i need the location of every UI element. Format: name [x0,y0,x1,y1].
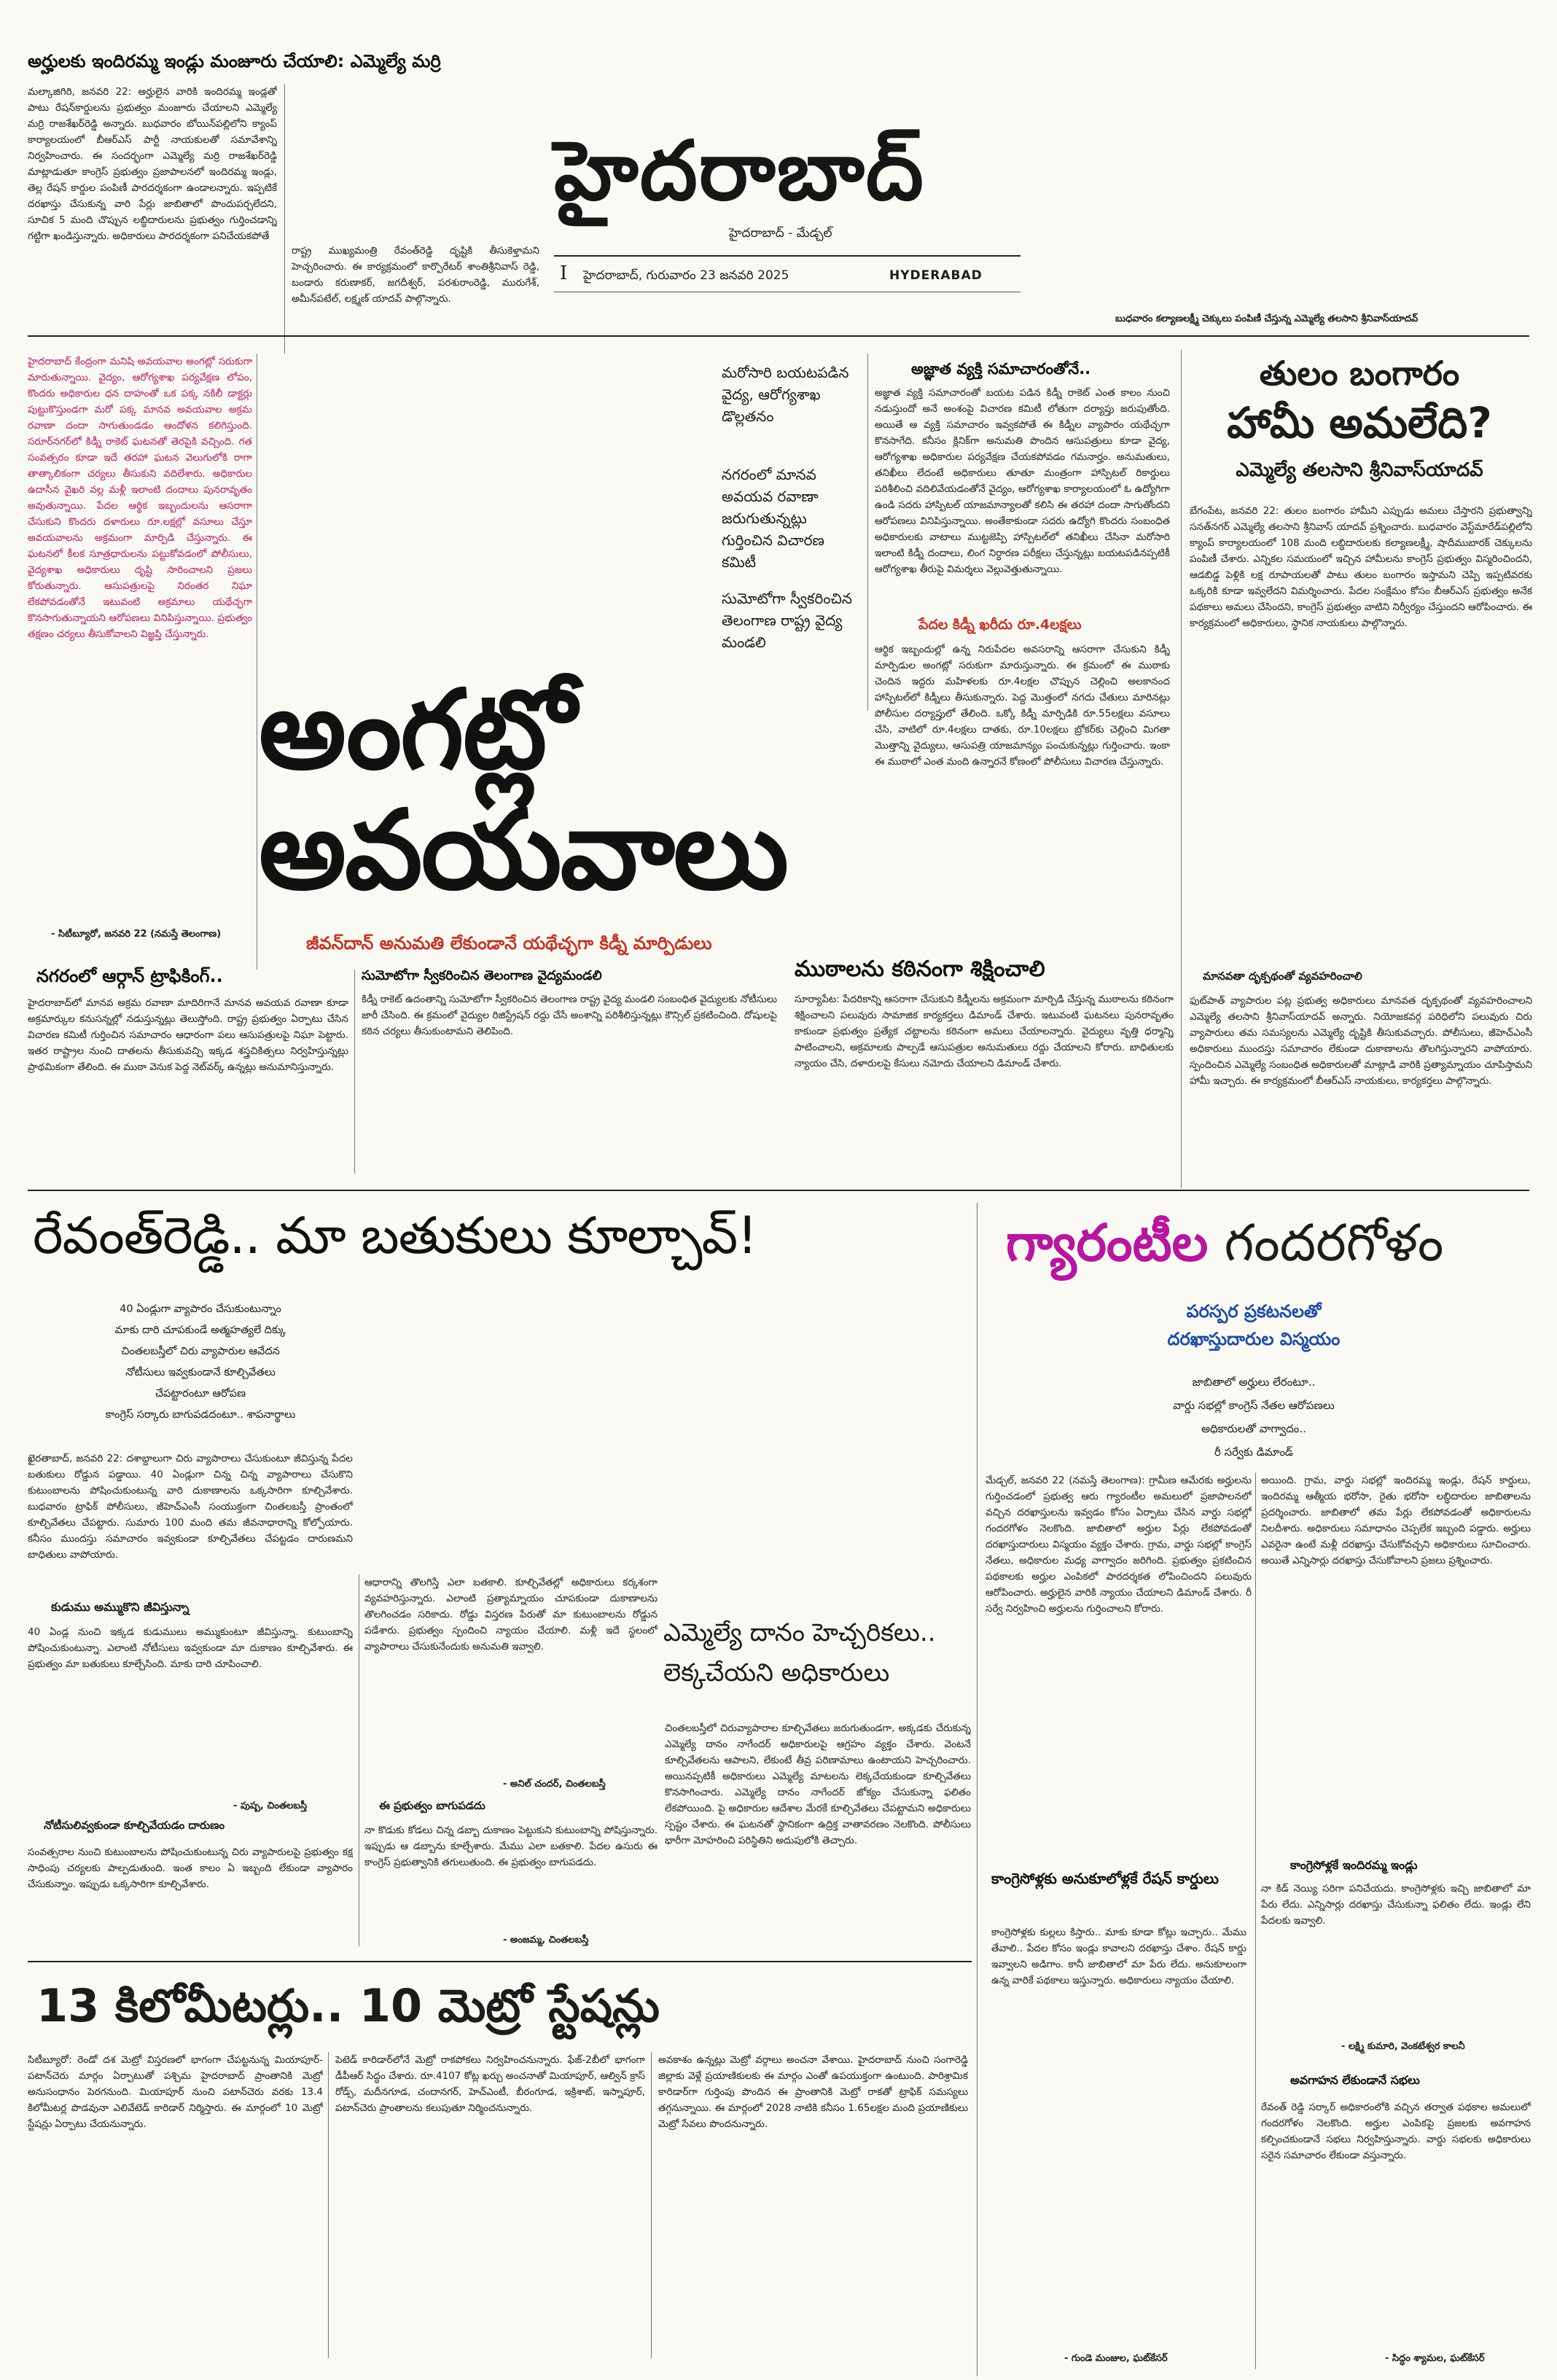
revanth-bullets [29,1299,372,1426]
housing-box-head: కాంగ్రెసోళ్లకే ఇందిరమ్మ ఇండ్లు [1290,1858,1418,1872]
guarantees-bullet-3: అధికారులతో వాగ్వాదం.. [1201,1422,1306,1435]
organ-bullet-1: మరోసారి బయటపడిన వైద్య, ఆరోగ్యశాఖ డొల్లతనం [722,364,849,425]
photo-caption: బుధవారం కల్యాణలక్ష్మీ చెక్కులు పంపిణీ చేస్తున్న ఎమ్మెల్యే తలసాని శ్రీనివాస్‌యాదవ్ [1115,313,1419,324]
organ-bullet-2: నగరంలో మానవ అవయవ రవాణా జరుగుతున్నట్లు గుర్తించిన విచారణ కమిటీ [722,466,824,571]
revanth-bullet-5: చేపట్టారంటూ ఆరోపణ [155,1388,246,1400]
divider [328,2052,329,2358]
section-rule [28,335,1529,337]
revanth-bullet-6: కాంగ్రెస్ సర్కారు బాగుపడదంటూ.. శాపనార్థాలు [105,1409,296,1421]
ration-box-byline: - గుండె మంజుల, ఘట్‌కేసర్ [1064,2353,1168,2364]
revanth-bullet-4: నోటీసులు ఇవ్వకుండానే కూల్చివేతలు [125,1367,276,1378]
guarantees-subhead-2: దరఖాస్తుదారుల విస్మయం [1167,1329,1341,1349]
masthead-title: హైదరాబాద్ [554,123,925,219]
gold-subhead: ఎమ్మెల్యే తలసాని శ్రీనివాస్‌యాదవ్ [1236,459,1483,481]
revanth-body-1: ఖైరతాబాద్, జనవరి 22: దశాబ్దాలుగా చిరు వ్యాపారాలు చేసుకుంటూ జీవిస్తున్న పేదల బతుకులు రోడ్డున పడ్డాయి. 40 ఏండ్లుగా చిన్న చిన్న వ్యాపారాలు చేసుకొని కుటుంబాలను పోషించుకుంటున్న వారి దుకాణాలను ఒక్కసారిగా కూల్చివేశారు. బుధవారం ట్రాఫిక్ పోలీసులు, జీహెచ్ఎంసీ సంయుక్తంగా చింతలబస్తీ ప్రాంతంలో కూల్చివేతలు చేపట్టారు. సుమారు 100 మంది తమ జీవనాధారాన్ని కోల్పోయారు. కనీసం ముందస్తు సమాచారం ఇవ్వకుండా కూల్చివేతలు చేపట్టడం దారుణమని బాధితులు వాపోయారు. [28,1453,353,1561]
guarantees-headline [1006,1210,1531,1276]
guarantees-bullets [991,1370,1516,1464]
revanth-bullet-1: 40 ఏండ్లుగా వ్యాపారం చేసుకుంటున్నాం [120,1303,281,1315]
organ-headline-2: అవయవాలు [259,787,788,914]
guarantees-headline-rest: గందరగోళం [1224,1213,1444,1273]
guarantees-body-2: అయింది. గ్రామ, వార్డు సభల్లో ఇందిరమ్మ ఇండ్లు, రేషన్ కార్డులు, ఇందిరమ్మ ఆత్మీయ భరోసా, రైతు భరోసా లబ్ధిదారుల జాబితాలను ప్రదర్శించారు. జాబితాలో తమ పేర్లు లేకపోవడంతో అధికారులను నిలదీశారు. అధికారులు సమాధానం చెప్పలేక ఇబ్బంది పడ్డారు. అర్హులు ఎవరైనా ఉంటే మళ్లీ దరఖాస్తు చేసుకోవచ్చని అధికారులు సూచించారు. అయితే ఎన్నిసార్లు దరఖాస్తు చేసుకోవాలని ప్రజలు ప్రశ్నించారు. [1261,1475,1531,1566]
top-left-body: మల్కాజిగిరి, జనవరి 22: అర్హులైన వారికి ఇందిరమ్మ ఇండ్లతో పాటు రేషన్‌కార్డులను ప్రభుత్వం మంజూరు చేయాలని ఎమ్మెల్యే మర్రి రాజశేఖర్‌రెడ్డి అన్నారు. బుధవారం బోయిన్‌పల్లిలోని క్యాంప్ కార్యాలయంలో బీఆర్‌ఎస్ పార్టీ నాయకులతో సమావేశాన్ని నిర్వహించారు. ఈ సందర్భంగా ఎమ్మెల్యే మర్రి రాజశేఖర్‌రెడ్డి మాట్లాడుతూ కాంగ్రెస్ ప్రభుత్వం ప్రజాపాలనలో ఇందిరమ్మ ఇండ్లు, తెల్ల రేషన్ కార్డుల పంపిణీ పారదర్శకంగా ఉండాలన్నారు. ఇప్పటికే దరఖాస్తు చేసుకున్న వారి పేర్లు జాబితాలో పొందుపర్చలేదని, సూచిక 5 మంది చొప్పున లబ్ధిదారులను ప్రభుత్వం గుర్తించడాన్ని గట్టిగా ఖండిస్తున్నారు. అధికారులు పారదర్శకంగా పనిచేయకపోతే [28,86,277,242]
revanth-body-1c: సంవత్సరాల నుంచి కుటుంబాలను పోషించుకుంటున్న చిరు వ్యాపారులపై ప్రభుత్వం కక్ష సాధింపు చర్యలకు పాల్పడుతుంది. ఇంత కాలం ఏ ఇబ్బంది లేకుండా వ్యాపారం చేసుకున్నాం. ఇప్పుడు ఒక్కసారిగా కూల్చివేశారు. [28,1846,353,1890]
organ-bottom-mid-head: సుమోటోగా స్వీకరించిన తెలంగాణ వైద్యమండలి [362,968,602,983]
masthead-date: హైదరాబాద్, గురువారం 23 జనవరి 2025 [583,268,789,283]
gold-body-2: ఫుట్‌పాత్ వ్యాపారుల పట్ల ప్రభుత్వ అధికారులు మానవత దృక్పథంతో వ్యవహరించాలని ఎమ్మెల్యే తలసాని శ్రీనివాస్‌యాదవ్ అన్నారు. నియోజకవర్గ పరిధిలోని పలువురు చిరు వ్యాపారులు తమ సమస్యలను ఎమ్మెల్యే దృష్టికి తీసుకువచ్చారు. పోలీసులు, జీహెచ్ఎంసీ అధికారులు ముందస్తు సమాచారం లేకుండా దుకాణాలను తొలగిస్తున్నారని వాపోయారు. స్పందించిన ఎమ్మెల్యే సంబంధిత అధికారులతో మాట్లాడి వారికి ప్రత్యామ్నాయం చూపిస్తామని హామీ ఇచ్చారు. ఈ కార్యక్రమంలో బీఆర్‌ఎస్ నాయకులు, కార్యకర్తలు పాల్గొన్నారు. [1190,995,1532,1087]
metro-body-1: సిటీబ్యూరో: రెండో దశ మెట్రో విస్తరణలో భాగంగా చేపట్టనున్న మియాపూర్-పటాన్‌చెరు మార్గం ఏర్పాటుతో పశ్చిమ హైదరాబాద్ ప్రాంతానికి మెట్రో అనుసంధానం పెరగనుంది. మియాపూర్ నుంచి పటాన్‌చెరు వరకు 13.4 కిలోమీటర్ల పొడవునా ఎలివేటెడ్ కారిడార్ నిర్మిస్తారు. ఈ మార్గంలో 10 మెట్రో స్టేషన్లు ఏర్పాటు చేయనున్నారు. [28,2054,323,2130]
revanth-body-2b: నా కొడుకు కోడలు చిన్న డబ్బా దుకాణం పెట్టుకుని కుటుంబాన్ని పోషిస్తున్నారు. ఇప్పుడు ఆ డబ్బాను కూల్చేశారు. మేము ఎలా బతకాలి. పేదల ఉసురు ఈ కాంగ్రెస్ ప్రభుత్వానికి తగులుతుంది. ఈ ప్రభుత్వం బాగుపడదు. [364,1825,657,1868]
revanth-body-2: ఆధారాన్ని తొలగిస్తే ఎలా బతకాలి. కూల్చివేతల్లో అధికారులు కర్కశంగా వ్యవహరిస్తున్నారు. ఎలాంటి ప్రత్యామ్నాయం చూపకుండా దుకాణాలను తొలగించడం సరికాదు. రోడ్డు విస్తరణ పేరుతో మా కుటుంబాలను రోడ్డున పడేశారు. ప్రభుత్వం స్పందించి న్యాయం చేయాలి. మళ్లీ ఇదే స్థలంలో వ్యాపారాలు చేసుకునేందుకు అనుమతి ఇవ్వాలి. [364,1577,657,1653]
revanth-subhead-2: నోటీసులివ్వకుండా కూల్చివేయడం దారుణం [44,1819,225,1832]
ration-box-head: కాంగ్రెసోళ్లకు అనుకూలోళ్లకే రేషన్ కార్డులు [991,1870,1219,1887]
organ-right-head: ముఠాలను కఠినంగా శిక్షించాలి [795,956,1045,982]
gold-subhead-2: మానవతా దృక్పథంతో వ్యవహరించాలి [1203,969,1362,983]
divider [1181,350,1182,1188]
page-number: I [560,262,568,284]
danam-body: చింతలబస్తీలో చిరువ్యాపారాల కూల్చివేతలు జరుగుతుండగా, అక్కడకు చేరుకున్న ఎమ్మెల్యే దానం నాగేందర్ అధికారులపై ఆగ్రహం వ్యక్తం చేశారు. వెంటనే కూల్చివేతలను ఆపాలని, లేకుంటే తీవ్ర పరిణామాలు ఉంటాయని హెచ్చరించారు. అయినప్పటికీ అధికారులు ఎమ్మెల్యే మాటలను లెక్కచేయకుండా కూల్చివేతలు కొనసాగించారు. ఎమ్మెల్యే దానం నాగేందర్ జోక్యం చేసుకున్నా ఫలితం లేకపోయింది. పై అధికారుల ఆదేశాల మేరకే కూల్చివేతలు చేపట్టామని అధికారులు స్పష్టం చేశారు. ఈ ఘటనతో స్థానికంగా ఉద్రిక్త వాతావరణం నెలకొంది. పోలీసులు భారీగా మోహరించి పరిస్థితిని అదుపులోకి తెచ్చారు. [665,1722,971,1846]
guarantees-body-1: మేడ్చల్, జనవరి 22 (నమస్తే తెలంగాణ): గ్రామీణ ఆమేరకు అర్హులను గుర్తించడంలో ప్రభుత్వ ఆరు గ్యారంటీల అమలులో ప్రజాపాలనలో వచ్చిన దరఖాస్తులను ఇవ్వడం కోసం ఏర్పాటు చేసిన వార్డు సభల్లో గందరగోళం నెలకొంది. జాబితాలో అర్హుల పేర్లు లేకపోవడంతో దరఖాస్తుదారులు విస్మయం వ్యక్తం చేశారు. గ్రామ, వార్డు సభల్లో కాంగ్రెస్ నేతలు, అధికారుల మధ్య వాగ్వాదం జరిగింది. ప్రభుత్వం ప్రకటించిన పథకాలకు అర్హుల ఎంపికలో పారదర్శకత లోపించిందని పలువురు ఆరోపించారు. అర్హులైన వారికి న్యాయం చేయాలని డిమాండ్ చేశారు. రీ సర్వే నిర్వహించి అర్హులను గుర్తించాలని కోరారు. [986,1475,1252,1615]
organ-mid-body: అజ్ఞాత వ్యక్తి సమాచారంతో బయట పడిన కిడ్నీ రాకెట్ ఎంత కాలం నుంచి నడుస్తుందో అనే అంశంపై విచారణ కమిటీ లోతుగా దర్యాప్తు జరుపుతోంది. అయితే ఆ వ్యక్తి సమాచారం ఇవ్వకపోతే ఈ కిడ్నీల వ్యాపారం యథేచ్ఛగా కొనసాగేది. కనీసం క్లినిక్‌గా అనుమతి పొందిన ఆసుపత్రులు కూడా వైద్య, ఆరోగ్యశాఖ అధికారుల పర్యవేక్షణ చేయకపోవడం గమనార్హం. అనుమతులు, తనిఖీలు లేదంటే అధికారులు తూతూ మంత్రంగా హాస్పిటల్ రికార్డులు పరిశీలించి వదిలివేయడంతోనే వైద్యం, ఆరోగ్యశాఖ కార్యాలయంలో ఓ ఉద్యోగిగా ఉండి సదరు హాస్పిటల్ యాజమాన్యాలతో కలిసి ఈ తరహా దందా సాగుతోందని ఆరోపణలు వినిపిస్తున్నాయి. అంతేకాకుండా సదరు ఉద్యోగి కొందరు సంబంధిత అధికారులకు వాటాలు ముట్టజెప్పి హాస్పిటల్‌లో తనిఖీలు చేసినా మరోసారి ఇలాంటి కిడ్నీ దందాలు, లింగ నిర్ధారణ పరీక్షలు చేస్తున్నట్లు బయటపడినప్పటికీ ఆరోగ్యశాఖ తీరుపై విమర్శలు వెల్లువెత్తుతున్నాయి. [875,387,1170,575]
masthead-rule [554,255,1021,257]
revanth-subhead-1: కుడుము అమ్ముకొని జీవిస్తున్నా [51,1600,190,1614]
organ-deck: జీవన్‌దాన్ అనుమతి లేకుండానే యథేచ్ఛగా కిడ్నీ మార్పిడులు [306,933,712,953]
housing-box-body: నా కిడ్ నెయ్యి సరిగా పనిచేయదు. కాంగ్రెసోళ్లకు ఇచ్చి జాబితాలో మా పేరు లేదు. ఎన్నిసార్లు దరఖాస్తు చేసుకున్నా ఫలితం లేదు. ఇండ్లు లేని పేదలకు ఇవ్వాలి. [1261,1883,1531,1927]
guarantees-subhead-1: పరస్పర ప్రకటనలతో [1186,1301,1322,1322]
gold-headline-1: తులం బంగారం [1259,354,1460,393]
top-left-headline: అర్హులకు ఇందిరమ్మ ఇండ్లు మంజూరు చేయాలి: ఎమ్మెల్యే మర్రి [28,51,441,71]
revanth-byline-1: - పుష్ప, చింతలబస్తీ [233,1800,308,1811]
organ-headline-1: అంగట్లో [259,667,575,794]
revanth-byline-3: - అంజమ్మ, చింతలబస్తీ [503,1935,589,1946]
danam-headline-1: ఎమ్మెల్యే దానం హెచ్చరికలు.. [663,1618,936,1647]
organ-bullet-3: సుమోటోగా స్వీకరించిన తెలంగాణ రాష్ట్ర వైద్య మండలి [722,590,852,651]
divider [284,84,285,354]
revanth-subhead-3: ఈ ప్రభుత్వం బాగుపడదు [379,1799,485,1812]
organ-left-column: హైదరాబాద్ కేంద్రంగా మనిషి అవయవాల అంగట్లో సరుకుగా మారుతున్నాయి. వైద్యం, ఆరోగ్యశాఖ పర్యవేక్షణ లోపం, కొందరు అధికారుల ధన దాహంతో ఒక పక్క నకిలీ డాక్టర్లు పుట్టుకొస్తుండగా మరో పక్క మానవ అవయవాల అక్రమ రవాణా దందా సాగుతుండడం ఆందోళన కలిగిస్తుంది. సరూర్‌నగర్‌లో కిడ్నీ రాకెట్ ఘటనతో తెరపైకి వచ్చింది. గత సంవత్సరం కూడా ఇదే తరహా ఘటన వెలుగులోకి రాగా తాత్కాలికంగా చర్యలు తీసుకుని వదిలేశారు. అధికారుల ఉదాసీన వైఖరి వల్ల మళ్లీ ఇలాంటి దందాలు పునరావృతం అవుతున్నాయి. పేదల ఆర్థిక ఇబ్బందులను ఆసరాగా చేసుకుని కొందరు దళారులు రూ.లక్షల్లో వసూలు చేస్తూ అవయవాలను అక్రమంగా మార్పిడి చేస్తున్నారు. ఈ ఘటనలో కీలక సూత్రధారులను పట్టుకోవడంలో పోలీసులు, వైద్యశాఖ అధికారులు దృష్టి సారించాలని ప్రజలు కోరుతున్నారు. ఆసుపత్రులపై నిరంతర నిఘా లేకపోవడంతోనే ఇటువంటి అక్రమాలు యథేచ్ఛగా కొనసాగుతున్నాయని ఆరోపణలు వినిపిస్తున్నాయి. ప్రభుత్వం తక్షణం చర్యలు తీసుకోవాలని విజ్ఞప్తి చేస్తున్నారు. [28,356,252,640]
ration-box-body: కాంగ్రెసోళ్లకు కుల్లలు కిస్తారు.. మాకు కూడా కోట్లు ఇచ్చారు.. మేము తేవాలి.. పేదల కోసం ఇండ్లు కావాలని దరఖాస్తు చేశాం. రేషన్ కార్డు ఇవ్వాలని అడిగాం. కానీ జాబితాలో మా పేరు లేదు. అనుకూలంగా ఉన్న వారికే పథకాలు ఇస్తున్నారు. అధికారులు న్యాయం చేయాలి. [991,1927,1246,1986]
gold-headline-2: హామీ అమలేది? [1227,398,1492,448]
metro-body-2: పెటెడ్ కారిడార్‌లోనే మెట్రో రాకపోకలు నిర్వహించనున్నారు. ఫేజ్-2బీలో భాగంగా డీపీఆర్ సిద్ధం చేశారు. రూ.4107 కోట్ల ఖర్చు అంచనాతో మియాపూర్, ఆల్విన్ క్రాస్ రోడ్స్, మదీనగూడ, చందానగర్, హెచ్ఎంటీ, బీరంగూడ, ఇక్రిశాట్, ఇస్నాపూర్, పటాన్‌చెరు ప్రాంతాలను కలుపుతూ నిర్మించనున్నారు. [335,2054,645,2114]
organ-bottom-left-body: హైదరాబాద్‌లో మానవ అక్రమ రవాణా మాదిరిగానే మానవ అవయవ రవాణా కూడా అక్రమార్కుల కనుసన్నల్లో నడుస్తున్నట్లు తెలుస్తోంది. రాష్ట్ర ప్రభుత్వం ఏర్పాటు చేసిన విచారణ కమిటీ గుర్తించిన సమాచారం ఆధారంగా పలు ఆసుపత్రులపై నిఘా పెట్టారు. ఇతర రాష్ట్రాల నుంచి దాతలను తీసుకువచ్చి ఇక్కడ శస్త్రచికిత్సలు నిర్వహిస్తున్నట్లు ప్రాథమికంగా తేలింది. ఈ ముఠా వెనుక పెద్ద నెట్‌వర్క్ ఉన్నట్లు అనుమానిస్తున్నారు. [28,997,348,1073]
housing-box-byline: - లక్ష్మి కుమారి, వెంకటేశ్వర కాలనీ [1341,2041,1465,2052]
organ-mid-subhead: పేదల కిడ్నీ ఖరీదు రూ.4లక్షలు [918,617,1082,633]
guarantees-bullet-4: రీ సర్వేకు డిమాండ్ [1214,1445,1294,1459]
guarantees-bullet-2: వార్డు సభల్లో కాంగ్రెస్ నేతల ఆరోపణలు [1173,1399,1335,1412]
danam-headline-2: లెక్కచేయని అధికారులు [663,1658,890,1688]
organ-right-body: సూర్యాపేట: పేదరికాన్ని ఆసరాగా చేసుకుని కిడ్నీలను అక్రమంగా మార్పిడి చేస్తున్న ముఠాలను కఠినంగా శిక్షించాలని పలువురు సామాజిక కార్యకర్తలు డిమాండ్ చేశారు. ఇటువంటి ఘటనలు పునరావృతం కాకుండా ప్రభుత్వం ప్రత్యేక చట్టాలను కఠినంగా అమలు చేయాలన్నారు. వైద్యులు వృత్తి ధర్మాన్ని పాటించాలని, అక్రమాలకు పాల్పడే ఆసుపత్రుల అనుమతులు రద్దు చేయాలని కోరారు. బాధితులకు న్యాయం చేసి, దళారులపై కేసులు నమోదు చేయాలని డిమాండ్ చేశారు. [795,994,1174,1069]
divider [1255,1472,1256,2369]
awareness-box-byline: - సిద్ధం శ్యామల, ఘట్‌కేసర్ [1385,2353,1485,2364]
section-rule [28,1190,1529,1191]
awareness-box-head: అవగాహన లేకుండానే సభలు [1290,2073,1420,2087]
divider [651,2052,652,2358]
revanth-headline: రేవంత్‌రెడ్డి.. మా బతుకులు కూల్చావ్! [33,1206,757,1265]
divider [867,354,868,711]
masthead-subtitle: హైదరాబాద్ - మేడ్చల్ [729,226,832,241]
masthead-english: HYDERABAD [889,268,983,283]
revanth-body-1b: 40 ఏండ్ల నుంచి ఇక్కడ కుడుములు అమ్ముకుంటూ జీవిస్తున్నా. కుటుంబాన్ని పోషించుకుంటున్నా. ఎలాంటి నోటీసులు ఇవ్వకుండా మా దుకాణం కూల్చివేశారు. ఈ ప్రభుత్వం మా బతుకులు కూల్చేసింది. మాకు దారి చూపించాలి. [28,1626,353,1670]
divider [354,969,355,1174]
metro-headline: 13 కిలోమీటర్లు.. 10 మెట్రో స్టేషన్లు [36,1979,660,2032]
revanth-bullet-3: చింతలబస్తీలో చిరు వ్యాపారుల ఆవేదన [121,1346,280,1357]
revanth-bullet-2: మాకు దారి చూపకుండే అత్మహత్యలే దిక్కు [114,1324,286,1336]
organ-mid-head: అజ్ఞాత వ్యక్తి సమాచారంతోనే.. [911,360,1091,378]
gold-body: బేగంపేట, జనవరి 22: తులం బంగారం హామీని ఎప్పుడు అమలు చేస్తారని ప్రభుత్వాన్ని సనత్‌నగర్ ఎమ్మెల్యే తలసాని శ్రీనివాస్ యాదవ్ ప్రశ్నించారు. బుధవారం వెస్ట్‌మారేడ్‌పల్లిలోని క్యాంప్ కార్యాలయంలో 108 మంది లబ్ధిదారులకు కల్యాణలక్ష్మీ, షాదీముబారక్ చెక్కులను పంపిణీ చేశారు. ఎన్నికల సమయంలో ఇచ్చిన హామీలను కాంగ్రెస్ ప్రభుత్వం విస్మరించిందని, ఆడబిడ్డ పెళ్లికి లక్ష రూపాయలతో పాటు తులం బంగారం ఇస్తామని చెప్పి ఇప్పటివరకు ఒక్కరికి కూడా ఇవ్వలేదని విమర్శించారు. పేదల సంక్షేమం కోసం బీఆర్‌ఎస్ ప్రభుత్వం అనేక పథకాలు అమలు చేసిందని, కాంగ్రెస్ ప్రభుత్వం వాటిని నిర్వీర్యం చేస్తుందని ఆరోపించారు. ఈ కార్యక్రమంలో అధికారులు, స్థానిక నాయకులు పాల్గొన్నారు. [1190,505,1532,629]
guarantees-headline-color: గ్యారంటీల [1006,1213,1209,1273]
organ-mid-body-2: ఆర్థిక ఇబ్బందుల్లో ఉన్న నిరుపేదల అవసరాన్ని ఆసరాగా చేసుకుని కిడ్నీ మార్పిడుల అంగట్లో సరుకుగా మారుస్తున్నారు. ఈ క్రమంలో ఈ ముఠాకు చెందిన ఇద్దరు మహిళలకు రూ.4లక్షల చొప్పున చెల్లించి అలకానంద హాస్పిటల్‌లో కిడ్నీలు తీసుకున్నారు. పెద్ద మొత్తంలో నగదు చేతులు మారినట్లు పోలీసుల దర్యాప్తులో తేలింది. ఒక్కో కిడ్నీ మార్పిడికి రూ.55లక్షలు వసూలు చేసి, వాటిలో రూ.4లక్షలు దాతకు, రూ.10లక్షలు బ్రోకర్‌కు చెల్లించి మిగతా మొత్తాన్ని వైద్యులు, ఆసుపత్రి యాజమాన్యం పంచుకున్నట్లు గుర్తించారు. ఇంకా ఈ ముఠాలో ఎంత మంది ఉన్నారనే కోణంలో పోలీసులు విచారణ చేస్తున్నారు. [875,644,1170,768]
top-left-body-2: రాష్ట్ర ముఖ్యమంత్రి రేవంత్‌రెడ్డి దృష్టికి తీసుకెళ్తామని హెచ్చరించారు. ఈ కార్యక్రమంలో కార్పొరేటర్ శాంతిశ్రీనివాస్ రెడ్డి, బండారు కరుణాకర్, జగదీశ్వర్, పరశురాంరెడ్డి, మురుగేశ్, అమీన్‌పటేల్, లక్ష్మణ్ యాదవ్ పాల్గొన్నారు. [292,245,539,305]
organ-bottom-mid-body: కిడ్నీ రాకెట్ ఉదంతాన్ని సుమోటోగా స్వీకరించిన తెలంగాణ రాష్ట్ర వైద్య మండలి సంబంధిత వైద్యులకు నోటీసులు జారీ చేసింది. ఈ క్రమంలో వైద్యుల రిజిస్ట్రేషన్ రద్దు చేసే అంశాన్ని పరిశీలిస్తున్నట్లు కౌన్సిల్ ప్రకటించింది. దోషులపై కఠిన చర్యలు తీసుకుంటామని తెలిపింది. [362,994,777,1037]
guarantees-subheads [991,1298,1516,1353]
organ-byline: - సిటీబ్యూరో, జనవరి 22 (నమస్తే తెలంగాణ) [51,929,222,940]
awareness-box-body: రేవంత్ రెడ్డి సర్కార్ అధికారంలోకి వచ్చిన తర్వాత పథకాల అమలులో గందరగోళం నెలకొంది. అర్హుల ఎంపికపై ప్రజలకు అవగాహన కల్పించకుండానే సభలు నిర్వహిస్తున్నారు. వార్డు సభలకు అధికారులు సరైన సమాచారం లేకుండా వస్తున్నారు. [1261,2102,1531,2161]
metro-body-3: అవకాశం ఉన్నట్లు మెట్రో వర్గాలు అంచనా వేశాయి. హైదరాబాద్ నుంచి సంగారెడ్డి జిల్లాకు వెళ్లే ప్రయాణికులకు ఈ మార్గం ఎంతో ఉపయుక్తంగా ఉంటుంది. పారిశ్రామిక కారిడార్‌గా గుర్తింపు పొందిన ఈ ప్రాంతానికి మెట్రో రాకతో ట్రాఫిక్ సమస్యలు తగ్గనున్నాయి. ఈ మార్గంలో 2028 నాటికి కనీసం 1.65లక్షల మంది ప్రయాణికులు మెట్రో సేవలు పొందనున్నారు. [658,2054,968,2130]
organ-bottom-left-head: నగరంలో ఆర్గాన్ ట్రాఫికింగ్.. [36,966,223,986]
revanth-byline-2: - అనిల్ చందర్, చింతలబస్తీ [503,1779,606,1790]
guarantees-bullet-1: జాబితాలో అర్హులు లేరంటూ.. [1192,1376,1316,1389]
section-rule [28,1961,972,1962]
